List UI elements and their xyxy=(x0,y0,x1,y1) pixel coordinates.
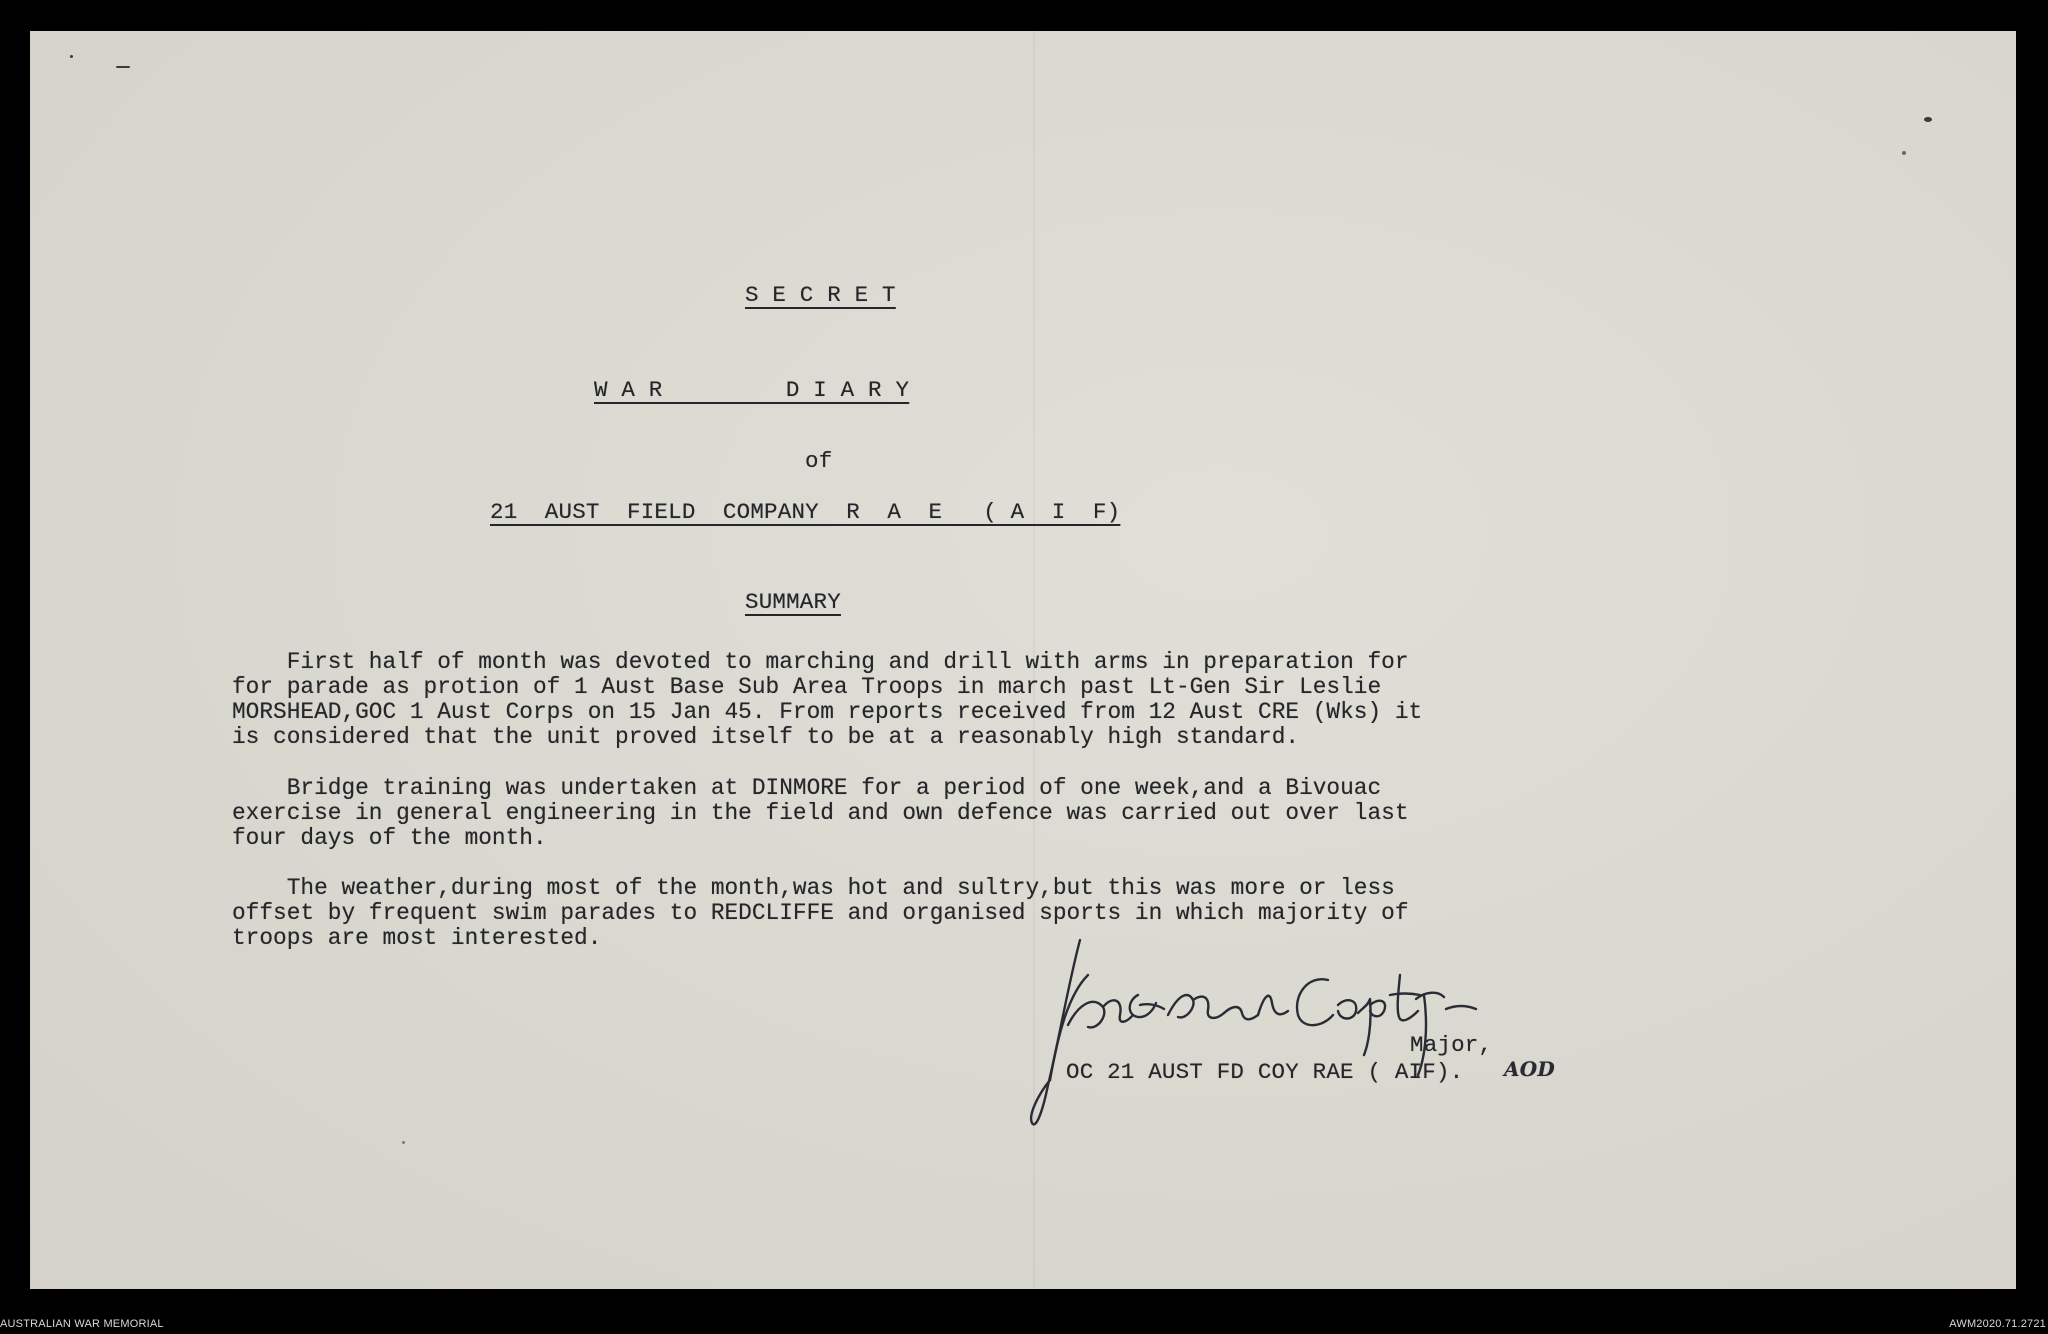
classification-heading: S E C R E T xyxy=(745,282,896,308)
paragraph-line: Bridge training was undertaken at DINMORE for a period of one week,and a Bivouac xyxy=(232,775,1382,801)
paper-speck xyxy=(1902,151,1906,155)
paragraph-line: MORSHEAD,GOC 1 Aust Corps on 15 Jan 45. From reports received from 12 Aust CRE (Wks) it xyxy=(232,699,1423,725)
paper-speck xyxy=(116,66,130,68)
title-of-word: of xyxy=(805,448,833,474)
paper-speck xyxy=(402,1141,405,1144)
paragraph-line: exercise in general engineering in the field and own defence was carried out over last xyxy=(232,800,1409,826)
paragraph-line: First half of month was devoted to marching and drill with arms in preparation for xyxy=(232,649,1409,675)
signatory-position: OC 21 AUST FD COY RAE ( AIF). xyxy=(1066,1059,1464,1085)
handwritten-signature xyxy=(1028,935,1528,1135)
paragraph-line: troops are most interested. xyxy=(232,925,602,951)
paragraph-line: is considered that the unit proved itself to be at a reasonably high standard. xyxy=(232,724,1300,750)
paragraph-line: four days of the month. xyxy=(232,825,547,851)
handwritten-annotation: AOD xyxy=(1504,1057,1555,1081)
signatory-rank: Major, xyxy=(1410,1032,1493,1058)
paragraph-line: The weather,during most of the month,was hot and sultry,but this was more or less xyxy=(232,875,1395,901)
unit-name-heading: 21 AUST FIELD COMPANY R A E ( A I F) xyxy=(490,499,1121,525)
footer-accession-number: AWM2020.71.2721 xyxy=(1949,1318,2046,1330)
paragraph-line: for parade as protion of 1 Aust Base Sub Area Troops in march past Lt-Gen Sir Leslie xyxy=(232,674,1382,700)
paper-speck xyxy=(70,55,73,58)
paper-speck xyxy=(1924,117,1932,122)
footer-credit: AUSTRALIAN WAR MEMORIAL xyxy=(0,1318,164,1330)
summary-heading: SUMMARY xyxy=(745,589,841,615)
paragraph-line: offset by frequent swim parades to REDCLIFFE and organised sports in which majority of xyxy=(232,900,1409,926)
document-title: W A R D I A R Y xyxy=(594,377,910,403)
